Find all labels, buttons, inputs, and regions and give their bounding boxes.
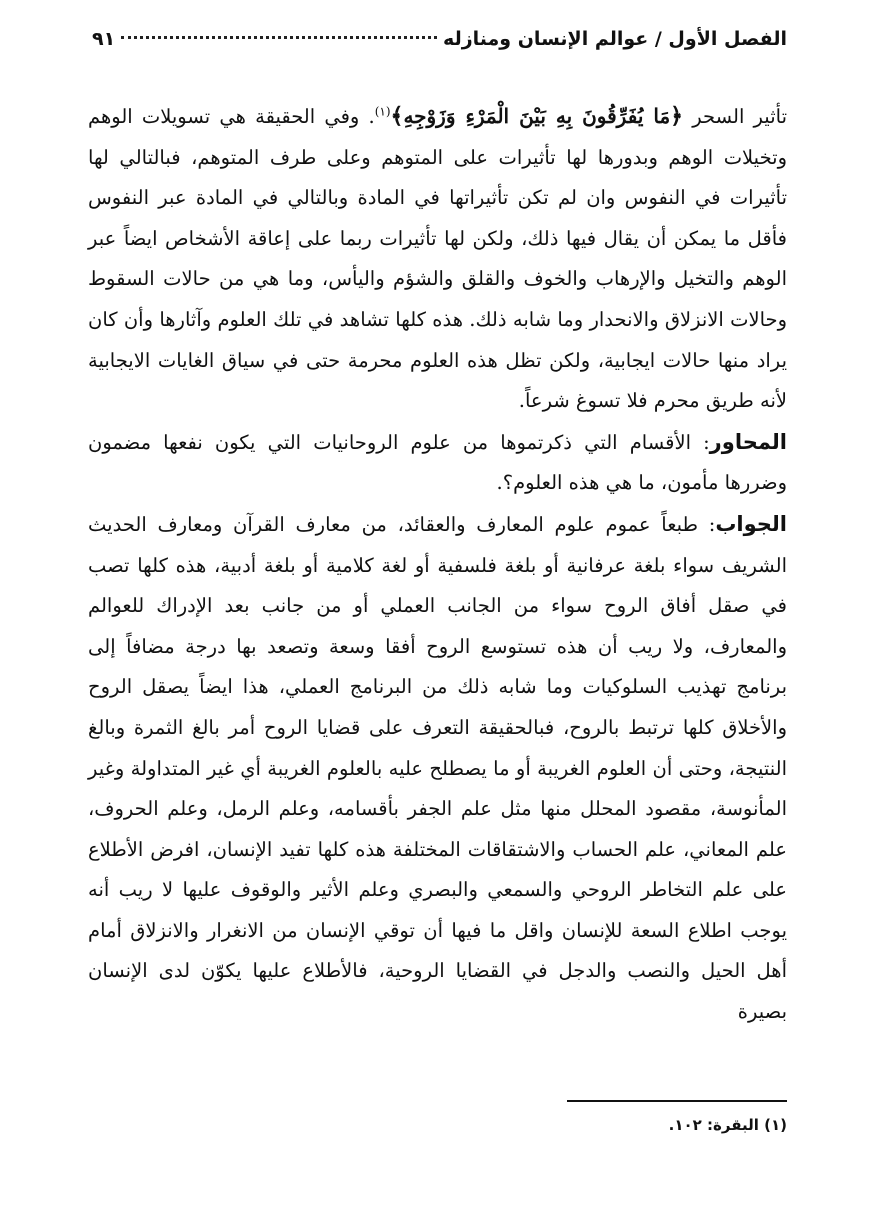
- chapter-title: الفصل الأول / عوالم الإنسان ومنازله: [443, 28, 787, 50]
- footnote-ref[interactable]: (١): [374, 104, 391, 119]
- running-header: [92, 28, 787, 62]
- paragraph-2-body: : الأقسام التي ذكرتموها من علوم الروحانيات التي يكون نفعها مضمون وضررها مأمون، ما هي هذه العلوم؟.: [88, 430, 787, 495]
- paragraph-1-body: . وفي الحقيقة هي تسويلات الوهم وتخيلات الوهم وبدورها لها تأثيرات على المتوهم وعلى طرف المتوهم، فبالتالي لها تأثيرات في النفوس وان لم تكن تأثيراتها في المادة وبالتالي في المادة عبر النفوس فأقل ما يمكن أن يقال فيها ذلك، ولكن لها تأثيرات ربما على إعاقة الأشخاص ايضاً عبر الوهم والتخيل والإرهاب والخوف والقلق والشؤم واليأس، وما هي من حالات السقوط وحالات الانزلاق والانحدار وما شابه ذلك. هذه كلها تشاهد في تلك العلوم وآثارها وأن كان يراد منها حالات ايجابية، ولكن تظل هذه العلوم محرمة حتى في سياق الغايات الايجابية لأنه طريق محرم فلا تسوغ شرعاً.: [88, 105, 787, 413]
- speaker-interlocutor: المحاور: [709, 429, 787, 454]
- quran-quote: مَا يُفَرِّقُونَ بِهِ بَيْنَ الْمَرْءِ وَزَوْجِهِ: [403, 104, 671, 128]
- body-text: [88, 96, 787, 1033]
- page-number: ٩١: [92, 28, 116, 50]
- paragraph-2: [88, 422, 787, 504]
- paragraph-3: [88, 504, 787, 1033]
- speaker-answer: الجواب: [715, 511, 787, 536]
- paragraph-3-body: : طبعاً عموم علوم المعارف والعقائد، من معارف القرآن ومعارف الحديث الشريف سواء بلغة عرفانية أو بلغة فلسفية أو لغة كلامية أو بلغة أدبية، هذه كلها تصب في صقل أفاق الروح سواء من الجانب العملي أو من جانب بعد الإدراك للعوالم والمعارف، ولا ريب أن هذه تستوسع الروح أفقا وسعة وتصعد بها درجة مضافاً إلى برنامج تهذيب السلوكيات وما شابه ذلك من البرنامج العملي، هذا ايضاً يصقل الروح والأخلاق كلها ترتبط بالروح، فبالحقيقة التعرف على قضايا الروح أمر بالغ الثمرة وبالغ النتيجة، وحتى أن العلوم الغريبة أو ما يصطلح عليه بالعلوم الغريبة أي غير المتداولة وغير المأنوسة، مقصود المحلل منها مثل علم الجفر بأقسامه، وعلم الرمل، وعلم الحروف، علم المعاني، علم الحساب والاشتقاقات المختلفة هذه كلها تفيد الإنسان، افرض الأطلاع على علم التخاطر الروحي والسمعي والبصري وعلم الأثير والوقوف عليها لا ريب أنه يوجب اطلاع السعة للإنسان واقل ما فيها أن توقي الإنسان من الانغرار والانزلاق أمام أهل الحيل والنصب والدجل في القضايا الروحية، فالأطلاع عليها يكوّن لدى الإنسان بصيرة: [88, 512, 787, 1024]
- paragraph-1: [88, 96, 787, 422]
- quran-brace-close: ﴾: [390, 103, 404, 129]
- footnote-separator: [567, 1100, 787, 1102]
- quran-brace-open: ﴿: [670, 103, 684, 129]
- footnote: (١) البقرة: ١٠٢.: [668, 1116, 787, 1134]
- paragraph-1-lead: تأثير السحر: [683, 105, 787, 128]
- header-leader-dots: [121, 35, 437, 39]
